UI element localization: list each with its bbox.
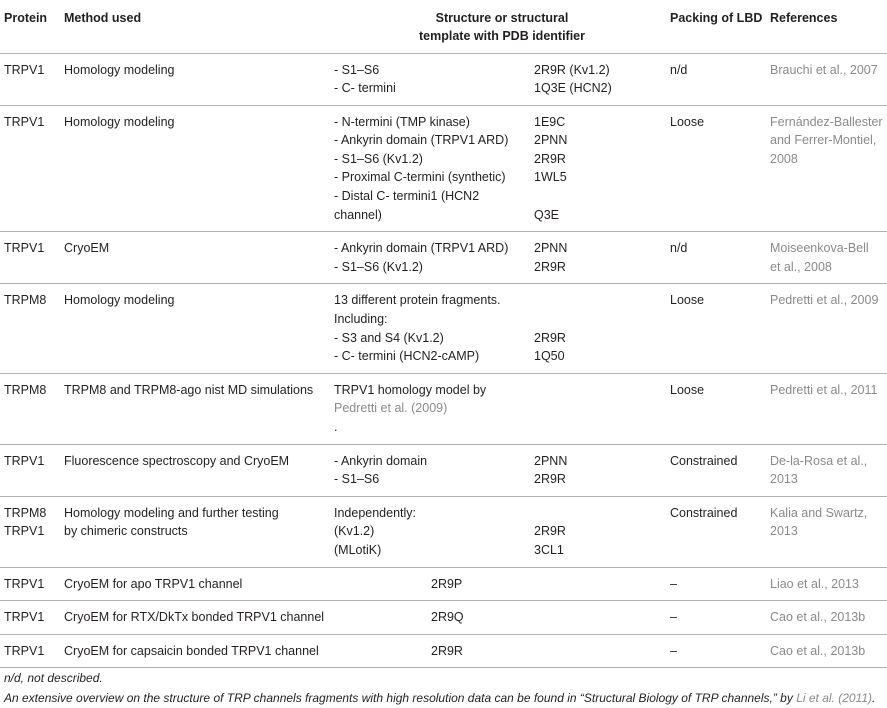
- structure-entry: [334, 150, 670, 169]
- method-text: TRPM8 and TRPM8-ago nist MD simulations: [64, 382, 314, 397]
- pdb-identifier: 2R9R: [534, 151, 566, 166]
- structure-entry: [334, 504, 670, 523]
- pdb-identifier: 1E9C: [534, 114, 566, 129]
- method-cell: [64, 567, 334, 601]
- protein-name: TRPV1: [4, 114, 45, 129]
- protein-cell: [0, 567, 64, 601]
- footnote-reference-link[interactable]: Li et al. (2011): [796, 691, 873, 706]
- pdb-identifier: 2R9R (Kv1.2): [534, 62, 610, 77]
- table-row: [0, 284, 887, 373]
- pdb-identifier: Q3E: [534, 207, 560, 222]
- footnote-overview-end: .: [872, 691, 876, 706]
- reference-link[interactable]: 2013: [770, 472, 798, 487]
- method-cell: [64, 601, 334, 635]
- structure-label: Independently:: [334, 505, 417, 520]
- header-structure-line1: Structure or structural: [435, 11, 569, 25]
- packing-cell: [670, 53, 770, 105]
- method-cell: [64, 496, 334, 567]
- structure-entry: [334, 258, 670, 277]
- method-text: CryoEM: [64, 241, 110, 256]
- structure-cell: [334, 496, 670, 567]
- protein-cell: [0, 373, 64, 444]
- packing-cell: [670, 373, 770, 444]
- structure-cell: [334, 601, 670, 635]
- protein-cell: [0, 105, 64, 232]
- protein-name: TRPV1: [4, 62, 45, 77]
- pdb-identifier: [534, 504, 664, 523]
- structure-entry: [334, 61, 670, 80]
- protein-cell: [0, 444, 64, 496]
- method-text: Homology modeling: [64, 114, 175, 129]
- structure-label: - S1–S6: [334, 472, 380, 487]
- structure-label: - N-termini (TMP kinase): [334, 114, 470, 129]
- method-cell: [64, 284, 334, 373]
- structure-label: - Distal C- termini1 (HCN2: [334, 189, 480, 204]
- reference-cell: [770, 232, 887, 284]
- reference-cell: [770, 601, 887, 635]
- structure-label: (Kv1.2): [334, 524, 375, 539]
- method-text: CryoEM for capsaicin bonded TRPV1 channel: [64, 643, 319, 658]
- footnote-overview: [0, 688, 887, 708]
- packing-cell: [670, 444, 770, 496]
- protein-name: TRPV1: [4, 643, 45, 658]
- method-cell: [64, 634, 334, 668]
- structure-entry: [334, 291, 670, 310]
- structure-label: Including:: [334, 312, 388, 327]
- pdb-identifier: 2R9P: [431, 576, 463, 591]
- structure-cell: [334, 105, 670, 232]
- table-row: [0, 634, 887, 668]
- structure-entry: [334, 329, 670, 348]
- packing-cell: [670, 601, 770, 635]
- table-row: [0, 53, 887, 105]
- packing-cell: [670, 105, 770, 232]
- packing-cell: [670, 284, 770, 373]
- structure-cell: [334, 373, 670, 444]
- structure-entry: [334, 79, 670, 98]
- method-text: Homology modeling: [64, 293, 175, 308]
- structure-entry: [334, 131, 670, 150]
- structure-label: - C- termini: [334, 81, 396, 96]
- reference-link[interactable]: De-la-Rosa et al.,: [770, 453, 868, 468]
- table-row: [0, 373, 887, 444]
- structure-cell: [334, 53, 670, 105]
- structure-label: - S1–S6 (Kv1.2): [334, 259, 423, 274]
- table-row: [0, 496, 887, 567]
- reference-cell: [770, 634, 887, 668]
- pdb-identifier: 2PNN: [534, 453, 568, 468]
- protein-cell: [0, 634, 64, 668]
- reference-link[interactable]: Fernández-Ballester: [770, 114, 883, 129]
- header-structure: [334, 0, 670, 53]
- structure-label: - S3 and S4 (Kv1.2): [334, 330, 444, 345]
- packing-value: Loose: [670, 114, 705, 129]
- structure-label: 13 different protein fragments.: [334, 293, 501, 308]
- structure-cell: [334, 284, 670, 373]
- pdb-identifier: 1Q3E (HCN2): [534, 81, 612, 96]
- method-text: Homology modeling: [64, 62, 175, 77]
- pdb-identifier: 2PNN: [534, 133, 568, 148]
- header-protein: Protein: [4, 11, 48, 25]
- pdb-identifier: 2R9Q: [431, 610, 464, 625]
- structure-cell: [334, 444, 670, 496]
- footnote-overview-text: An extensive overview on the structure of TRP channels fragments with high resolution data can be found in “Structural Biology of TRP channels,” by: [4, 691, 797, 706]
- reference-cell: [770, 567, 887, 601]
- reference-cell: [770, 53, 887, 105]
- structure-label: (MLotiK): [334, 542, 382, 557]
- method-cell: [64, 232, 334, 284]
- packing-value: n/d: [670, 241, 688, 256]
- reference-link[interactable]: 2008: [770, 151, 798, 166]
- protein-name: TRPV1: [4, 453, 45, 468]
- structure-label: - S1–S6 (Kv1.2): [334, 151, 423, 166]
- method-text: by chimeric constructs: [64, 524, 188, 539]
- protein-name: TRPM8: [4, 382, 47, 397]
- packing-value: –: [670, 610, 677, 625]
- table-row: [0, 444, 887, 496]
- packing-value: Loose: [670, 382, 705, 397]
- packing-cell: [670, 232, 770, 284]
- structure-entry: [334, 452, 670, 471]
- structure-note-text: TRPV1 homology model by: [334, 382, 487, 397]
- table-row: [0, 105, 887, 232]
- structure-label: - Ankyrin domain (TRPV1 ARD): [334, 241, 509, 256]
- structure-note-end: .: [334, 420, 338, 434]
- packing-cell: [670, 634, 770, 668]
- protein-cell: [0, 284, 64, 373]
- footnote-nd: n/d, not described.: [4, 671, 103, 686]
- structure-label: - Ankyrin domain (TRPV1 ARD): [334, 133, 509, 148]
- pdb-identifier: 1Q50: [534, 349, 565, 364]
- pdb-identifier: 2R9R: [534, 259, 566, 274]
- structure-cell: [334, 232, 670, 284]
- structure-entry: [334, 239, 670, 258]
- header-method: Method used: [64, 11, 142, 25]
- method-cell: [64, 53, 334, 105]
- reference-link[interactable]: Kalia and Swartz,: [770, 505, 868, 520]
- structure-note: [334, 381, 670, 437]
- reference-link[interactable]: and Ferrer-Montiel,: [770, 133, 877, 148]
- structure-label: channel): [334, 207, 382, 222]
- pdb-identifier: [534, 291, 664, 310]
- method-text: Homology modeling and further testing: [64, 505, 279, 520]
- header-structure-line2: template with PDB identifier: [419, 29, 585, 43]
- pdb-identifier: [534, 310, 664, 329]
- protein-name: TRPV1: [4, 610, 45, 625]
- reference-link[interactable]: Moiseenkova-Bell: [770, 241, 869, 256]
- header-packing: Packing of LBD: [670, 11, 763, 25]
- reference-cell: [770, 444, 887, 496]
- structure-entry: [334, 310, 670, 329]
- structure-entry: [334, 113, 670, 132]
- protein-cell: [0, 232, 64, 284]
- reference-cell: [770, 105, 887, 232]
- protein-cell: [0, 496, 64, 567]
- packing-value: –: [670, 643, 677, 658]
- reference-link[interactable]: et al., 2008: [770, 259, 832, 274]
- reference-cell: [770, 284, 887, 373]
- reference-link[interactable]: Cao et al., 2013b: [770, 643, 866, 658]
- structure-label: - C- termini (HCN2-cAMP): [334, 349, 480, 364]
- pdb-identifier: 2R9R: [534, 524, 566, 539]
- method-cell: [64, 105, 334, 232]
- protein-name: TRPV1: [4, 524, 45, 539]
- reference-link[interactable]: Brauchi et al., 2007: [770, 62, 878, 77]
- packing-value: Loose: [670, 293, 705, 308]
- protein-name: TRPM8: [4, 505, 47, 520]
- header-references: References: [770, 11, 838, 25]
- structure-cell: [334, 567, 670, 601]
- protein-name: TRPV1: [4, 576, 45, 591]
- reference-cell: [770, 373, 887, 444]
- table-row: [0, 601, 887, 635]
- structure-cell: [334, 634, 670, 668]
- method-text: CryoEM for apo TRPV1 channel: [64, 576, 243, 591]
- packing-value: n/d: [670, 62, 688, 77]
- protein-name: TRPV1: [4, 241, 45, 256]
- structure-label: - Proximal C-termini (synthetic): [334, 170, 506, 185]
- structure-label: - Ankyrin domain: [334, 453, 428, 468]
- packing-value: Constrained: [670, 453, 738, 468]
- structure-reference-link[interactable]: Pedretti et al. (2009): [334, 401, 448, 416]
- method-cell: [64, 444, 334, 496]
- pdb-identifier: 2PNN: [534, 241, 568, 256]
- packing-value: Constrained: [670, 505, 738, 520]
- structure-entry: [334, 206, 670, 225]
- protein-cell: [0, 53, 64, 105]
- table-row: [0, 567, 887, 601]
- structure-entry: [334, 541, 670, 560]
- packing-value: –: [670, 576, 677, 591]
- reference-link[interactable]: Liao et al., 2013: [770, 576, 859, 591]
- pdb-identifier: 3CL1: [534, 542, 564, 557]
- structure-entry: [334, 168, 670, 187]
- table-row: [0, 232, 887, 284]
- pdb-identifier: 1WL5: [534, 170, 567, 185]
- table-body: [0, 53, 887, 668]
- method-cell: [64, 373, 334, 444]
- packing-cell: [670, 496, 770, 567]
- reference-link[interactable]: Cao et al., 2013b: [770, 610, 866, 625]
- header-row: [0, 0, 887, 53]
- method-text: CryoEM for RTX/DkTx bonded TRPV1 channel: [64, 610, 325, 625]
- packing-cell: [670, 567, 770, 601]
- protein-cell: [0, 601, 64, 635]
- reference-link[interactable]: 2013: [770, 524, 798, 539]
- pdb-identifier: [534, 187, 664, 206]
- pdb-identifier: 2R9R: [431, 643, 463, 658]
- structure-entry: [334, 470, 670, 489]
- structure-entry: [334, 522, 670, 541]
- reference-link[interactable]: Pedretti et al., 2009: [770, 293, 879, 308]
- structure-entry: [334, 347, 670, 366]
- pdb-identifier: 2R9R: [534, 472, 566, 487]
- protein-name: TRPM8: [4, 293, 47, 308]
- method-text: Fluorescence spectroscopy and CryoEM: [64, 453, 290, 468]
- reference-link[interactable]: Pedretti et al., 2011: [770, 382, 878, 397]
- reference-cell: [770, 496, 887, 567]
- structure-entry: [334, 187, 670, 206]
- structure-label: - S1–S6: [334, 62, 380, 77]
- pdb-identifier: 2R9R: [534, 330, 566, 345]
